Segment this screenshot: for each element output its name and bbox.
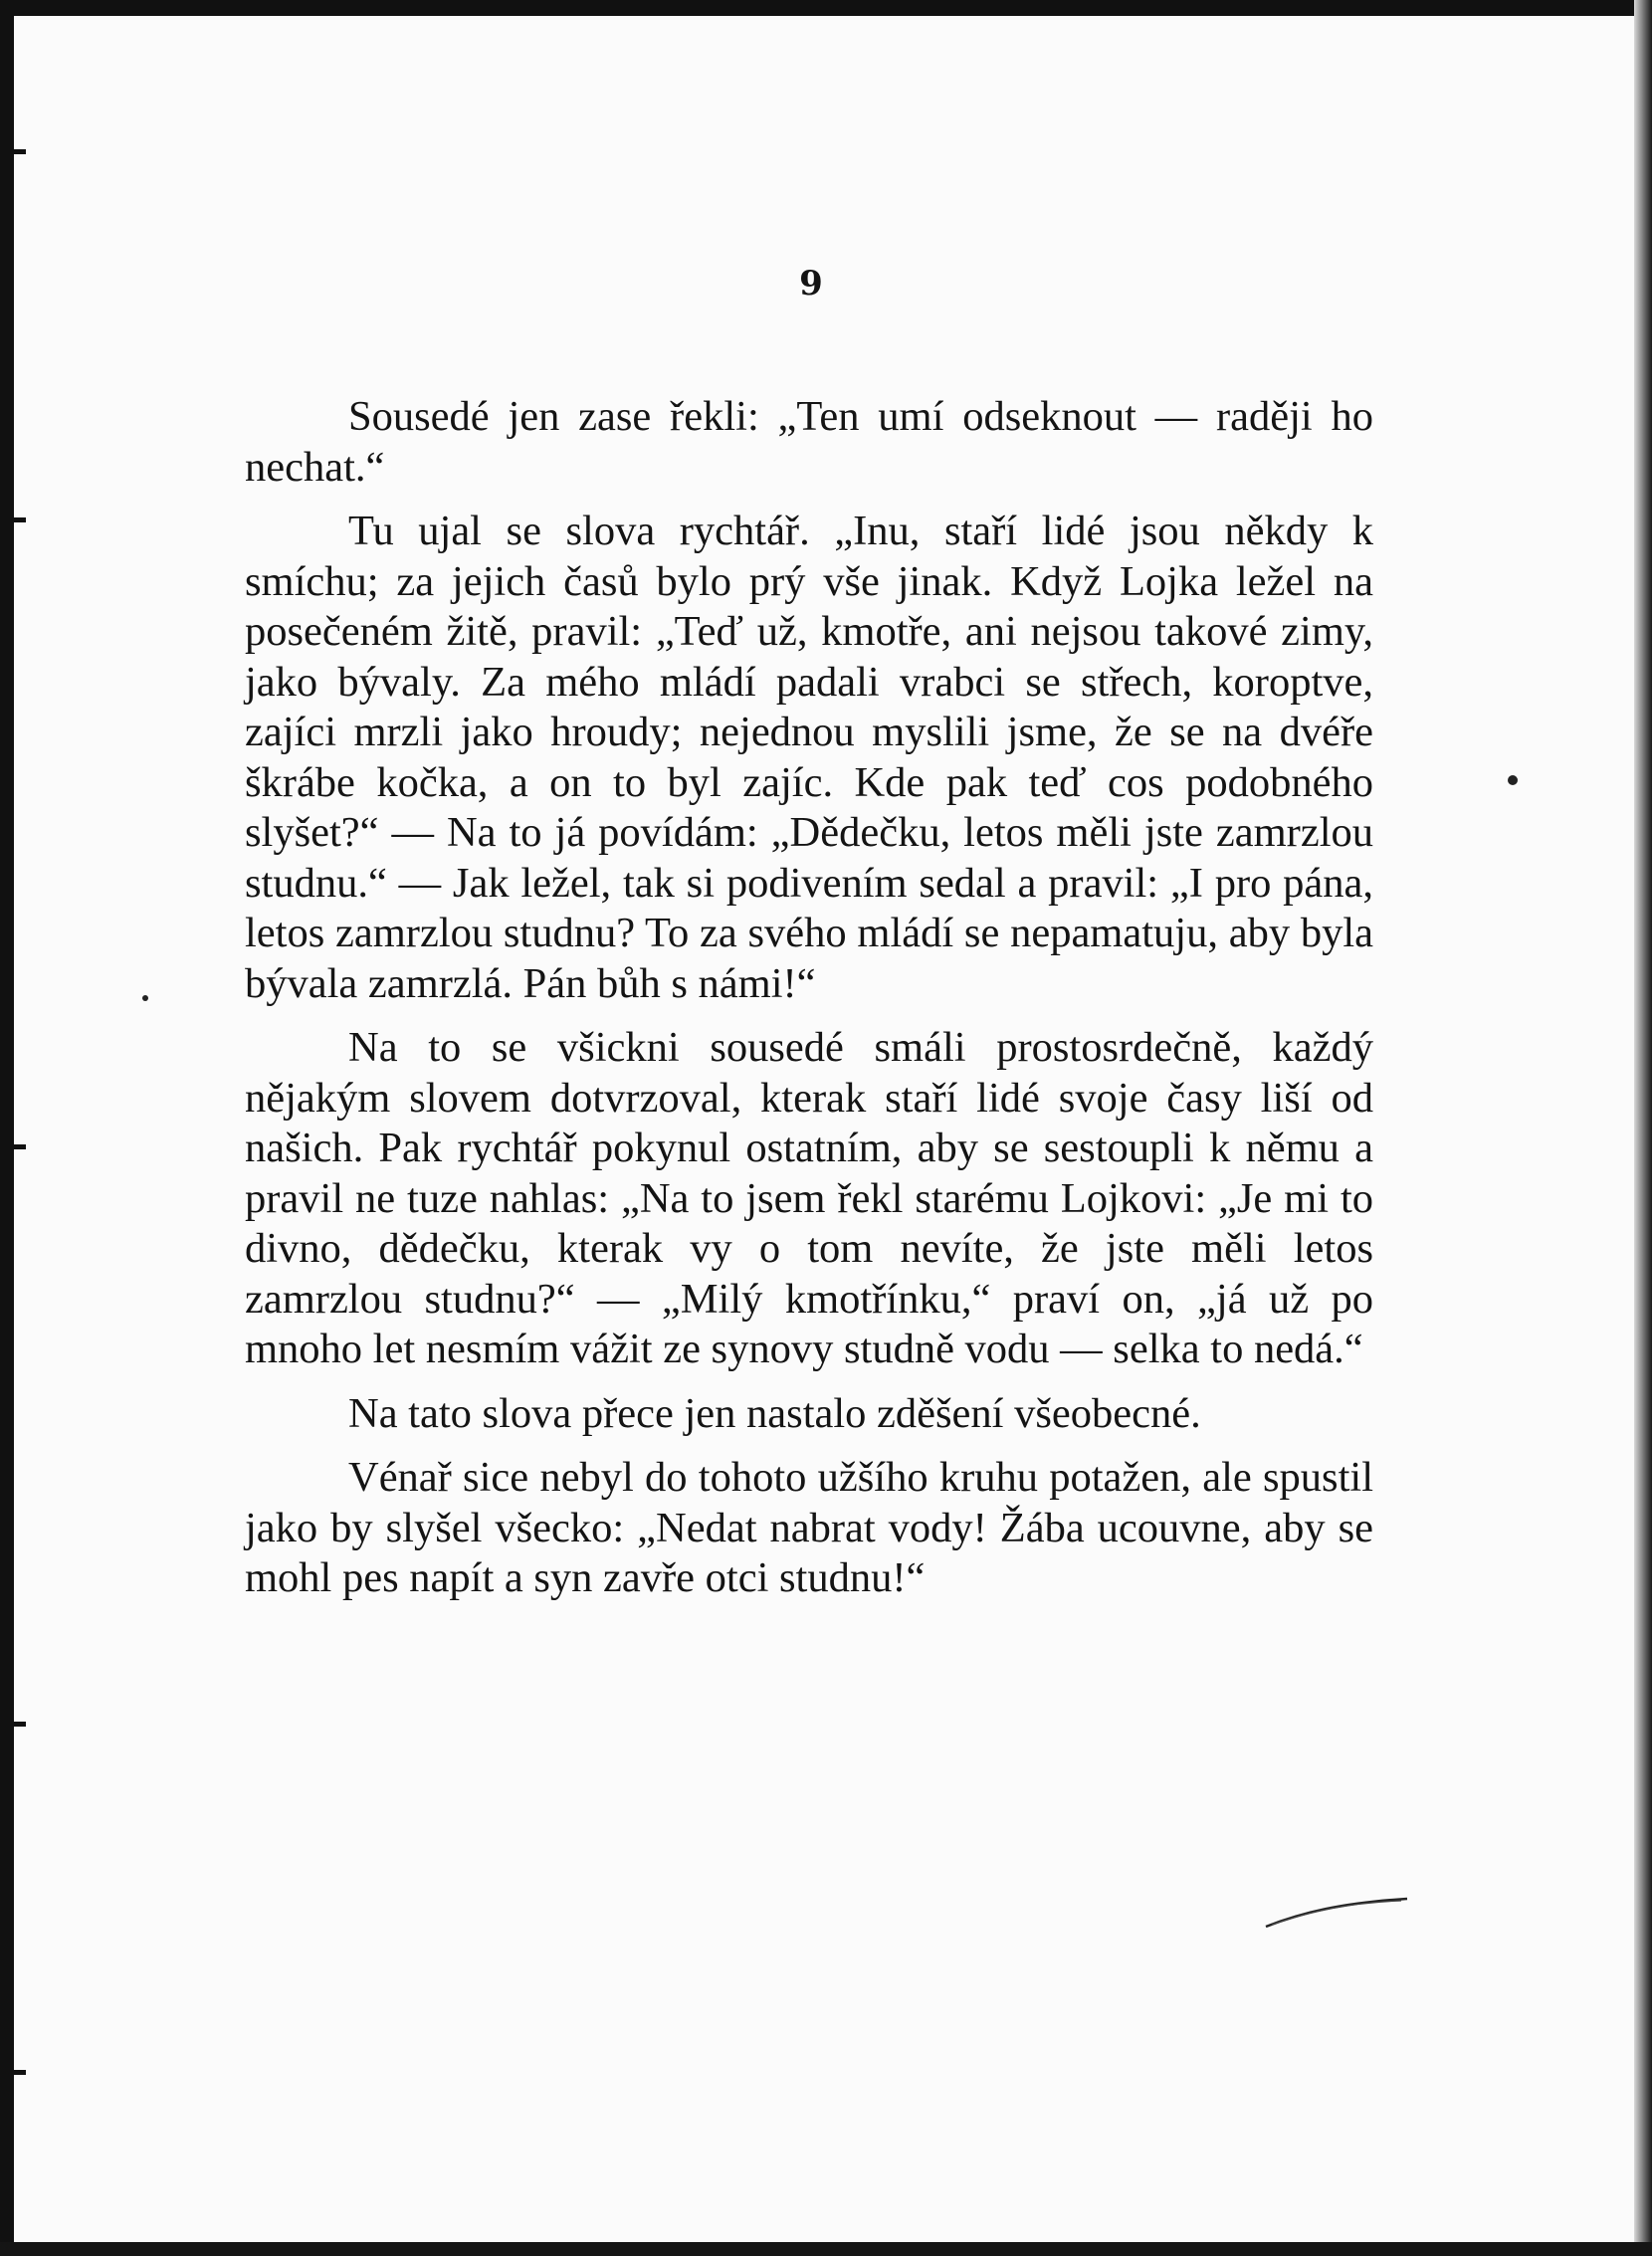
paragraph: Tu ujal se slova rychtář. „Inu, staří lidé jsou někdy k smíchu; za jejich časů bylo prý vše jinak. Když Lojka ležel na posečeném žitě, pravil: „Teď už, kmotře, ani nejsou takové zimy, jako bývaly. Za mého mládí padali vrabci se střech, koroptve, zajíci mrzli jako hroudy; nejednou myslili jsme, že se na dvéře škrábe kočka, a on to byl zajíc. Kde pak teď cos podobného slyšet?“ — Na to já povídám: „Dědečku, letos měli jste zamrzlou studnu.“ — Jak ležel, tak si podivením sedal a pravil: „I pro pána, letos zamrzlou studnu? To za svého mládí se nepamatuju, aby byla bývala zamrzlá. Pán bůh s námi!“ <box>245 508 1373 1007</box>
pencil-underline-mark <box>1262 1891 1411 1931</box>
scan-border-left <box>0 0 14 2256</box>
binding-mark <box>0 517 26 522</box>
scan-border-top <box>0 0 1652 16</box>
ink-speck <box>142 995 148 1001</box>
paragraph: Sousedé jen zase řekli: „Ten umí odseknout — raději ho nechat.“ <box>245 393 1373 491</box>
scan-border-right <box>1634 0 1652 2256</box>
ink-speck <box>1508 775 1518 785</box>
binding-mark <box>0 149 26 154</box>
page-number: 9 <box>799 264 823 304</box>
binding-mark <box>0 2070 26 2075</box>
binding-mark <box>0 1144 26 1149</box>
binding-mark <box>0 1722 26 1727</box>
paragraph: Vénař sice nebyl do tohoto užšího kruhu potažen, ale spustil jako by slyšel všecko: „Nedat nabrat vody! Žába ucouvne, aby se mohl pes napít a syn zavře otci studnu!“ <box>245 1454 1373 1601</box>
scan-border-bottom <box>0 2242 1652 2256</box>
body-text <box>245 392 1373 1614</box>
paragraph: Na to se všickni sousedé smáli prostosrdečně, každý nějakým slovem dotvrzoval, kterak staří lidé svoje časy liší od našich. Pak rychtář pokynul ostatním, aby se sestoupli k němu a pravil ne tuze nahlas: „Na to jsem řekl starému Lojkovi: „Je mi to divno, dědečku, kterak vy o tom nevíte, že jste měli letos zamrzlou studnu?“ — „Milý kmotřínku,“ praví on, „já už po mnoho let nesmím vážit ze synovy studně vodu — selka to nedá.“ <box>245 1024 1373 1372</box>
paragraph: Na tato slova přece jen nastalo zděšení všeobecné. <box>348 1389 1201 1437</box>
